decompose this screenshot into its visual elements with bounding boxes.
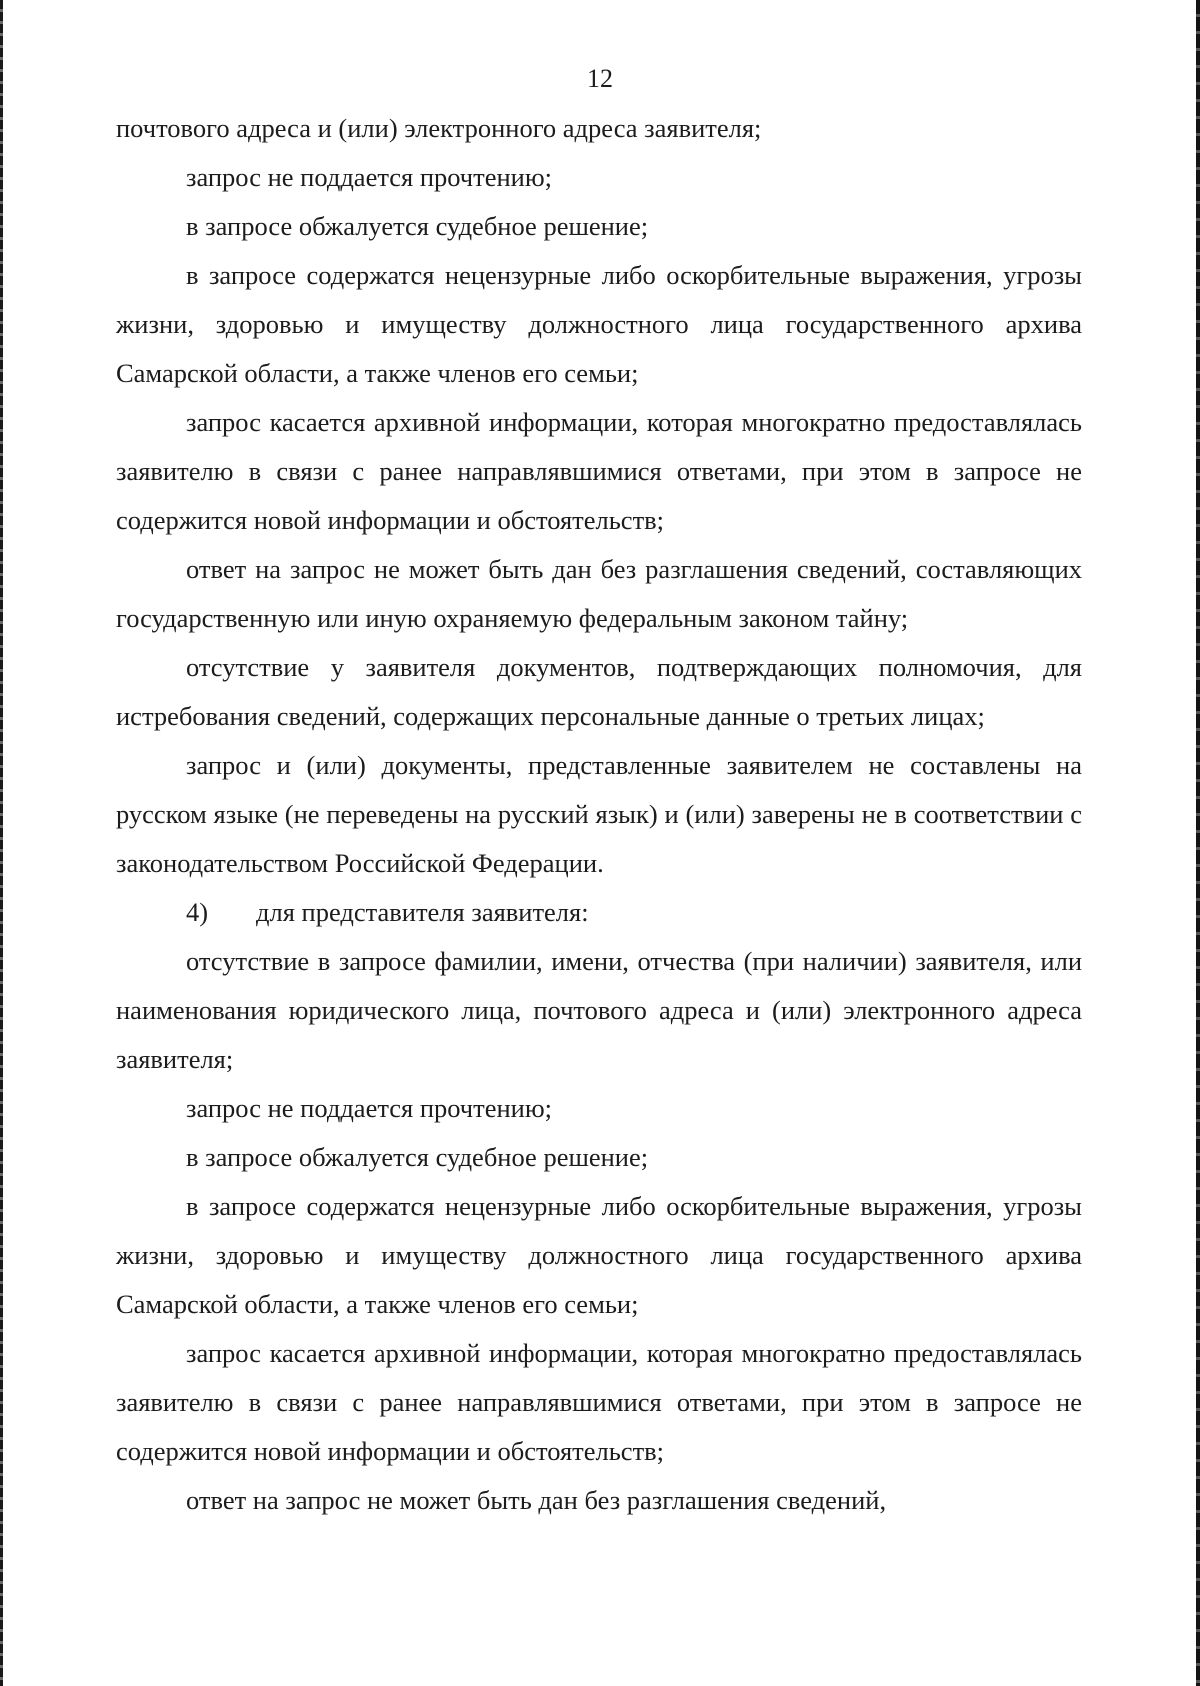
list-item	[116, 888, 1082, 937]
paragraph: ответ на запрос не может быть дан без разглашения сведений,	[186, 1485, 887, 1515]
paragraph: отсутствие в запросе фамилии, имени, отчества (при наличии) заявителя, или наименования юридического лица, почтового адреса и (или) электронного адреса заявителя;	[116, 946, 1082, 1074]
document-body	[116, 104, 1082, 1525]
paragraph: запрос не поддается прочтению;	[186, 162, 553, 192]
page-number: 12	[587, 64, 613, 93]
paragraph: почтового адреса и (или) электронного адреса заявителя;	[116, 113, 762, 143]
paragraph: запрос касается архивной информации, которая многократно предоставлялась заявителю в связи с ранее направлявшимися ответами, при этом в запросе не содержится новой информации и обстоятельств;	[116, 1338, 1082, 1466]
list-item-number: 4)	[186, 897, 209, 927]
paragraph: запрос и (или) документы, представленные заявителем не составлены на русском языке (не переведены на русский язык) и (или) заверены не в соответствии с законодательством Российской Федерации.	[116, 750, 1082, 878]
paragraph: ответ на запрос не может быть дан без разглашения сведений, составляющих государственную или иную охраняемую федеральным законом тайну;	[116, 554, 1082, 633]
paragraph: отсутствие у заявителя документов, подтверждающих полномочия, для истребования сведений, содержащих персональные данные о третьих лицах;	[116, 652, 1082, 731]
paragraph: в запросе содержатся нецензурные либо оскорбительные выражения, угрозы жизни, здоровью и имуществу должностного лица государственного архива Самарской области, а также членов его семьи;	[116, 260, 1082, 388]
list-item-text: для представителя заявителя:	[256, 897, 589, 927]
paragraph: запрос касается архивной информации, которая многократно предоставлялась заявителю в связи с ранее направлявшимися ответами, при этом в запросе не содержится новой информации и обстоятельств;	[116, 407, 1082, 535]
paragraph: в запросе обжалуется судебное решение;	[186, 211, 649, 241]
paragraph: в запросе содержатся нецензурные либо оскорбительные выражения, угрозы жизни, здоровью и имуществу должностного лица государственного архива Самарской области, а также членов его семьи;	[116, 1191, 1082, 1319]
scan-edge-left	[0, 0, 3, 1686]
scan-edge-right	[1196, 0, 1200, 1686]
paragraph: в запросе обжалуется судебное решение;	[186, 1142, 649, 1172]
paragraph: запрос не поддается прочтению;	[186, 1093, 553, 1123]
